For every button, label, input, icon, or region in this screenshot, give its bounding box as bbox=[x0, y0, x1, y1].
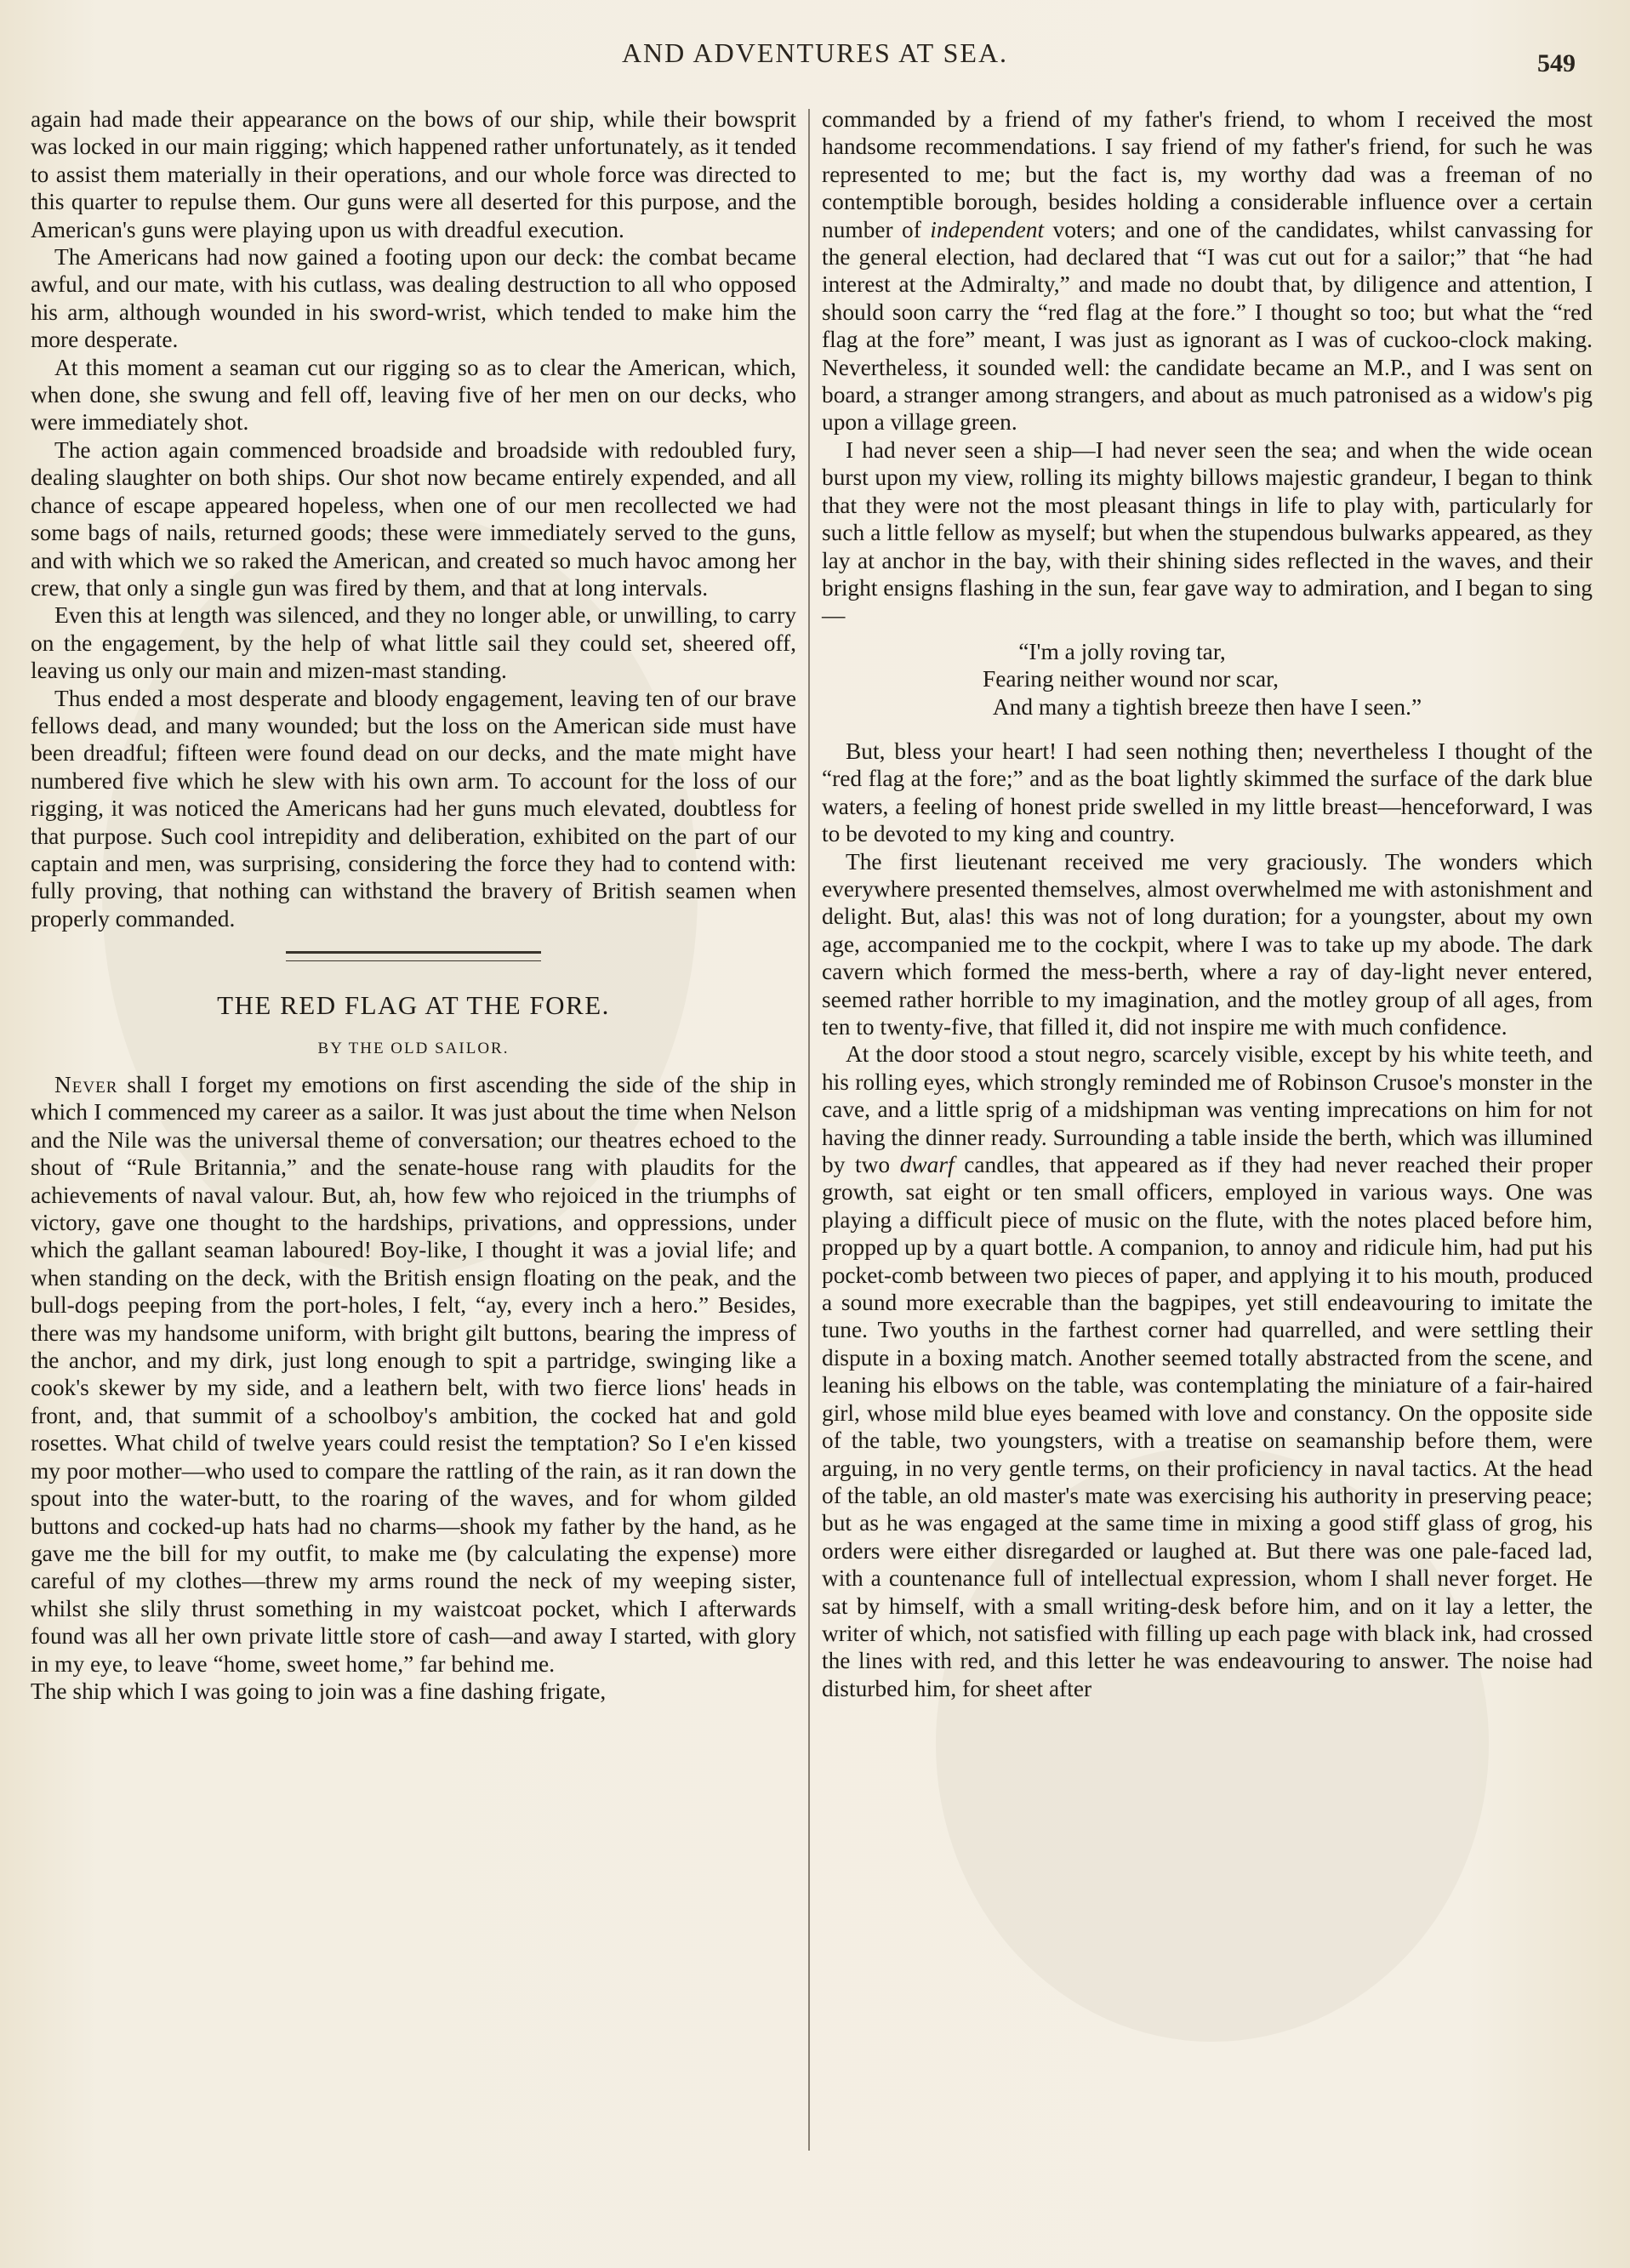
paragraph-text: commanded by a friend of my father's friend, to whom I received the most handsome recommendations. I say friend of my father's friend, for such he was represented to me; but the fact is, my worthy dad was a freeman of no contemptible borough, besides holding a considerable influence over a certain number of bbox=[822, 106, 1593, 242]
paragraph: At this moment a seaman cut our rigging so as to clear the American, which, when done, she swung and fell off, leaving five of her men on our decks, who were immediately shot. bbox=[31, 354, 796, 436]
paragraph: The Americans had now gained a footing upon our deck: the combat became awful, and our mate, with his cutlass, was dealing destruction to all who opposed his arm, although wounded in his sword-wrist, which tended to make him the more desperate. bbox=[31, 244, 796, 353]
paragraph bbox=[822, 1040, 1593, 1702]
paragraph: Thus ended a most desperate and bloody engagement, leaving ten of our brave fellows dead, and many wounded; but the loss on the American side must have been dreadful; fifteen were found dead on our decks, and the mate might have numbered five which he slew with his own arm. To account for the loss of our rigging, it was noticed the Americans had her guns much elevated, doubtless for that purpose. Such cool intrepidity and deliberation, exhibited on the part of our captain and men, was surprising, considering the force they had to contend with: fully proving, that nothing can withstand the bravery of British seamen when properly commanded. bbox=[31, 685, 796, 932]
paragraph: again had made their appearance on the bows of our ship, while their bowsprit was locked in our main rigging; which happened rather unfortunately, as it tended to assist them materially in their operations, and our whole force was directed to this quarter to repulse them. Our guns were all deserted for this purpose, and the American's guns were playing upon us with dreadful execution. bbox=[31, 106, 796, 242]
section-divider-rule bbox=[286, 951, 541, 961]
italic-word: independent bbox=[930, 216, 1045, 242]
verse-line: “I'm a jolly roving tar, bbox=[1018, 638, 1226, 664]
opening-word: Never bbox=[54, 1072, 118, 1097]
verse-line: Fearing neither wound nor scar, bbox=[982, 666, 1279, 692]
running-title: AND ADVENTURES AT SEA. bbox=[621, 37, 1009, 68]
paragraph: The first lieutenant received me very graciously. The wonders which everywhere presented themselves, almost overwhelmed me with astonishment and delight. But, alas! this was not of long duration; for a youngster, about my own age, accompanied me to the cockpit, where I was to take up my abode. The dark cavern which formed the mess-berth, where a ray of day-light never entered, seemed rather horrible to my imagination, and the motley group of all ages, from ten to twenty-five, that filled it, did not inspire me with much confidence. bbox=[822, 848, 1593, 1040]
paragraph-text: At the door stood a stout negro, scarcely visible, except by his white teeth, and his rolling eyes, which strongly reminded me of Robinson Crusoe's monster in the cave, and a little sprig of a midshipman was venting imprecations on him for not having the dinner ready. Surrounding a table inside the berth, which was illumined by two bbox=[822, 1041, 1593, 1178]
paragraph bbox=[822, 105, 1593, 436]
paragraph: Even this at length was silenced, and they no longer able, or unwilling, to carry on the engagement, by the help of what little sail they could set, sheered off, leaving us only our main and mizen-mast standing. bbox=[31, 602, 796, 684]
paragraph-text: voters; and one of the candidates, whilst canvassing for the general election, had declared that “I was cut out for a sailor;” that “he had interest at the Admiralty,” and made no doubt that, by diligence and attention, I should soon carry the “red flag at the fore.” I thought so too; but what the “red flag at the fore” meant, I was just as ignorant as I was of cuckoo-clock making. Nevertheless, it sounded well: the candidate became an M.P., and I was sent on board, a stranger among strangers, and about as much patronised as a widow's pig upon a village green. bbox=[822, 216, 1593, 436]
paragraph-text: candles, that appeared as if they had never reached their proper growth, sat eight or ten small officers, employed in various ways. One was playing a difficult piece of music on the flute, with the notes placed before him, propped up by a quart bottle. A companion, to annoy and ridicule him, had put his pocket-comb between two pieces of paper, and applying it to his mouth, produced a sound more execrable than the bagpipes, yet still endeavouring to imitate the tune. Two youths in the farthest corner had quarrelled, and were settling their dispute in a boxing match. Another seemed totally abstracted from the scene, and leaning his elbows on the table, was contemplating the miniature of a fair-haired girl, whose mild blue eyes beamed with love and constancy. On the opposite side of the table, two youngsters, with a treatise on seamanship before them, were arguing, in no very gentle terms, on their proficiency in naval tactics. At the head of the table, an old master's mate was exercising his authority in preserving peace; but as he was engaged at the same time in mixing a good stiff glass of grog, his orders were either disregarded or laughed at. But there was one pale-faced lad, with a countenance full of intellectual expression, whom I shall never forget. He sat by himself, with a small writing-desk before him, and on it lay a letter, the writer of which, not satisfied with filling up each page with black ink, had crossed the lines with red, and this letter he was endeavouring to answer. The noise had disturbed him, for sheet after bbox=[822, 1152, 1593, 1701]
right-column bbox=[822, 105, 1593, 1702]
article-byline: BY THE OLD SAILOR. bbox=[317, 1039, 510, 1057]
paragraph: The ship which I was going to join was a fine dashing frigate, bbox=[31, 1678, 607, 1704]
opening-paragraph-text: shall I forget my emotions on first ascending the side of the ship in which I commenced my career as a sailor. It was just about the time when Nelson and the Nile was the universal theme of conversation; our theatres echoed to the shout of “Rule Britannia,” and the senate-house rang with plaudits for the achievements of naval valour. But, ah, how few who rejoiced in the triumphs of victory, gave one thought to the hardships, privations, and oppressions, under which the gallant seaman laboured! Boy-like, I thought it was a jovial life; and when standing on the deck, with the British ensign floating on the peak, and the bull-dogs peeping from the port-holes, I felt, “ay, every inch a hero.” Besides, there was my handsome uniform, with bright gilt buttons, bearing the impress of the anchor, and my dirk, just long enough to spit a partridge, swinging like a cook's skewer by my side, and a leathern belt, with two fierce lions' heads in front, and, that summit of a schoolboy's ambition, the cocked hat and gold rosettes. What child of twelve years could resist the temptation? So I e'en kissed my poor mother—who used to compare the rattling of the rain, as it ran down the spout into the water-butt, to the roaring of the waves, and for whom gilded buttons and cocked-up hats had no charms—shook my father by the hand, as he gave me the bill for my outfit, to make me (by calculating the expense) more careful of my clothes—threw my arms round the neck of my weeping sister, whilst she slily thrust something in my waistcoat pocket, which I afterwards found was all her own private little store of cash—and away I started, with glory in my eye, to leave “home, sweet home,” far behind me. bbox=[31, 1072, 796, 1677]
italic-word: dwarf bbox=[899, 1152, 955, 1178]
opening-paragraph bbox=[31, 1071, 796, 1678]
page-number: 549 bbox=[1537, 49, 1576, 77]
column-divider bbox=[808, 109, 810, 2151]
verse-line: And many a tightish breeze then have I seen.” bbox=[992, 693, 1422, 720]
verse-quotation bbox=[822, 638, 1593, 721]
paragraph: But, bless your heart! I had seen nothing then; nevertheless I thought of the “red flag at the fore;” and as the boat lightly skimmed the surface of the dark blue waters, a feeling of honest pride swelled in my little breast—henceforward, I was to be devoted to my king and country. bbox=[822, 738, 1593, 847]
article-title: THE RED FLAG AT THE FORE. bbox=[217, 990, 610, 1021]
paragraph: The action again commenced broadside and broadside with redoubled fury, dealing slaughter on both ships. Our shot now became entirely expended, and all chance of escape appeared hopeless, when one of our men recollected we had some bags of nails, returned goods; these were immediately served to the guns, and with which we so raked the American, and created so much havoc among her crew, that only a single gun was fired by them, and that at long intervals. bbox=[31, 436, 796, 601]
paragraph: I had never seen a ship—I had never seen the sea; and when the wide ocean burst upon my view, rolling its mighty billows majestic grandeur, I began to think that they were not the most pleasant things in life to play with, particularly for such a little fellow as myself; but when the stupendous bulwarks appeared, as they lay at anchor in the bay, with their shining sides reflected in the waves, and their bright ensigns flashing in the sun, fear gave way to admiration, and I began to sing— bbox=[822, 436, 1593, 629]
left-column bbox=[31, 105, 796, 1705]
